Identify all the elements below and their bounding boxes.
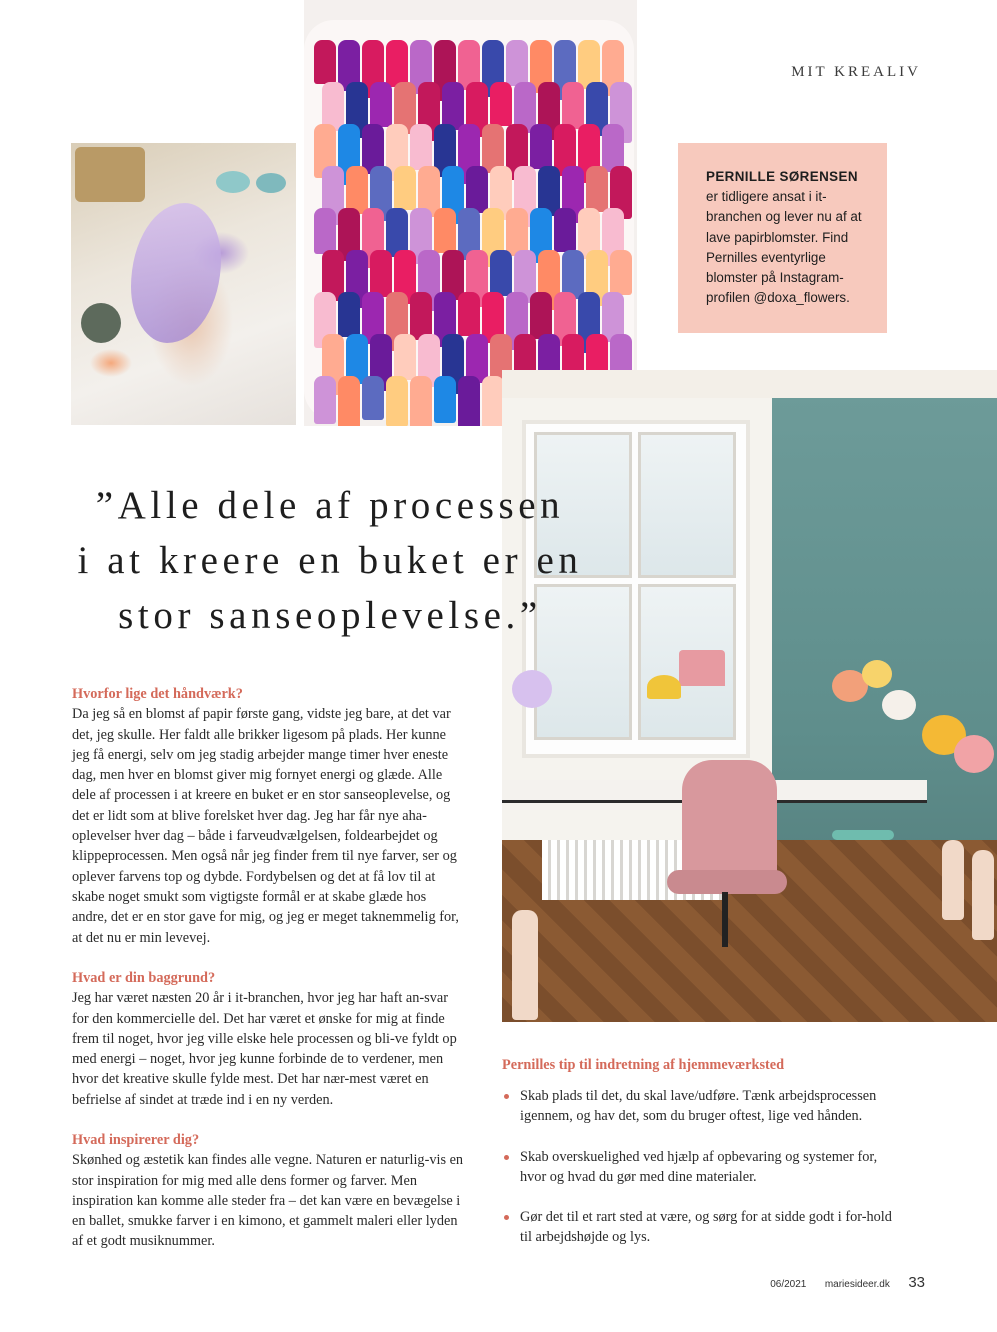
crepe-paper-strip xyxy=(562,82,584,129)
flower-shape xyxy=(862,660,892,688)
profile-bio: er tidligere ansat i it-branchen og lever nu af at lave papirblomster. Find Pernilles eventyrlige blomster på Instagram-profilen @doxa_flowers. xyxy=(706,189,862,306)
lamp-shape xyxy=(679,650,725,686)
crepe-paper-strip xyxy=(338,376,360,426)
crepe-paper-strip xyxy=(370,82,392,127)
interview-answer: Skønhed og æstetik kan findes alle vegne. Naturen er naturlig-vis en stor inspiration for mig med alle dens former og farver. Men inspiration kan komme alle steder fra – det kan være en bevægelse i en ballet, smukke farver i en kimono, et gammelt maleri eller lyden af et godt musiknummer. xyxy=(72,1152,464,1250)
crepe-paper-strip xyxy=(482,376,504,426)
crepe-paper-strip xyxy=(370,250,392,297)
crepe-paper-strip xyxy=(410,376,432,426)
vase-shape xyxy=(942,840,964,920)
crepe-paper-strip xyxy=(506,208,528,256)
tip-text: Gør det til et rart sted at være, og sørg for at sidde godt i for-hold til arbejdshøjde og lys. xyxy=(520,1209,892,1246)
crepe-paper-strip xyxy=(466,166,488,213)
interview-block xyxy=(72,684,464,948)
profile-name: PERNILLE SØRENSEN xyxy=(706,169,858,184)
pull-quote-line: i at kreere en buket er en xyxy=(77,539,583,582)
tip-text: Skab overskuelighed ved hjælp af opbevaring og systemer for, hvor og hvad du gør med dine materialer. xyxy=(520,1148,878,1185)
site-name: mariesideer.dk xyxy=(824,1279,890,1290)
page-footer xyxy=(770,1274,925,1292)
crepe-paper-strip xyxy=(314,40,336,84)
crepe-paper-strip xyxy=(410,124,432,170)
pull-quote-line: ”Alle dele af processen xyxy=(95,484,565,527)
profile-infobox xyxy=(678,143,887,333)
crepe-paper-strip xyxy=(506,40,528,86)
ceiling-shape xyxy=(502,370,997,398)
interview-answer: Jeg har været næsten 20 år i it-branchen, hvor jeg har haft an-svar for den kommercielle del. Det har været et ønske for mig at finde frem til noget, hvor jeg ville elske hele processen og bli-ve fyldt op med energi – noget, hvor jeg kunne forbinde de to verdener, men hvor det kreative skulle fylde mest. Det har nær-mest været en befrielse af sindet at træde ind i en ny verden. xyxy=(72,990,457,1108)
bullet-icon xyxy=(504,1155,509,1160)
crepe-paper-strip xyxy=(386,376,408,426)
tin-shape xyxy=(256,173,286,193)
chair-shape xyxy=(667,870,787,894)
section-label: MIT KREALIV xyxy=(791,64,921,80)
crepe-paper-strip xyxy=(602,124,624,172)
crepe-paper-strip xyxy=(458,292,480,336)
crepe-paper-strip xyxy=(530,124,552,169)
photo-studio-workspace xyxy=(502,370,997,1022)
crepe-paper-strip xyxy=(386,40,408,87)
basket-shape xyxy=(75,147,145,202)
plate-shape xyxy=(81,303,121,343)
tips-list xyxy=(502,1086,902,1248)
crepe-paper-strip xyxy=(458,376,480,426)
interview-block xyxy=(72,968,464,1110)
lamp-shape xyxy=(647,675,681,699)
tin-shape xyxy=(216,171,250,193)
issue-date: 06/2021 xyxy=(770,1279,807,1290)
crepe-paper-strip xyxy=(530,292,552,339)
crepe-paper-strip xyxy=(434,208,456,253)
tip-item xyxy=(502,1207,902,1248)
tips-title: Pernilles tip til indretning af hjemmeværksted xyxy=(502,1057,785,1073)
interview-answer: Da jeg så en blomst af papir første gang, vidste jeg bare, at det var det, jeg skulle. Her faldt alle brikker ligesom på plads. Her kunne jeg få energi, selv om jeg stadig arbejder mange timer hver eneste dag, men hver en blomst giver mig fornyet energi og glæde. Alle dele af processen i at kreere en buket er en stor sanseoplevelse, og det er lidt som at blive forelsket hver dag. Jeg har får nye aha-oplevelser hver dag – både i farveudvælgelsen, foldearbejdet og klippeprocessen. Men også når jeg finder frem til nye farver, ser og oplever farvens top og dybde. Fordybelsen og det at få lov til at skabe noget smukt som vigtigste formål er at skabe glæde hos andre, det er en stor gave for mig, og jeg er meget taknemmelig for, at det nu er min levevej. xyxy=(72,706,459,946)
tip-text: Skab plads til det, du skal lave/udføre. Tænk arbejdsprocessen igennem, og hav det, som du bruger oftest, lige ved hånden. xyxy=(520,1088,877,1125)
crepe-paper-strip xyxy=(314,208,336,254)
crepe-paper-strip xyxy=(554,208,576,252)
page-number: 33 xyxy=(908,1274,925,1291)
interview-question: Hvad er din baggrund? xyxy=(72,970,216,986)
crepe-paper-strip xyxy=(610,250,632,295)
bullet-icon xyxy=(504,1094,509,1099)
chair-shape xyxy=(722,892,728,947)
tip-item xyxy=(502,1147,902,1188)
crepe-paper-strip xyxy=(442,82,464,130)
crepe-paper-strip xyxy=(314,376,336,424)
crepe-paper-strip xyxy=(490,82,512,126)
crepe-paper-strip xyxy=(586,166,608,212)
tips-box xyxy=(502,1057,902,1268)
pull-quote xyxy=(70,478,590,643)
crepe-paper-strip xyxy=(338,292,360,337)
crepe-paper-strip xyxy=(362,376,384,420)
stool-shape xyxy=(832,830,894,840)
crepe-paper-strip xyxy=(434,376,456,423)
crepe-paper-strip xyxy=(394,166,416,210)
crepe-paper-strip xyxy=(410,292,432,340)
crepe-paper-strip xyxy=(346,166,368,214)
paper-petal-shape xyxy=(131,203,221,343)
vase-shape xyxy=(972,850,994,940)
interview-block xyxy=(72,1130,464,1252)
flower-shape xyxy=(882,690,916,720)
pull-quote-line: stor sanseoplevelse.” xyxy=(118,594,542,637)
chair-shape xyxy=(682,760,777,880)
bullet-icon xyxy=(504,1215,509,1220)
crepe-paper-strip xyxy=(394,334,416,380)
photo-hands-folding-paper xyxy=(71,143,296,425)
crepe-paper-strip xyxy=(490,250,512,296)
flower-shape xyxy=(512,670,552,708)
flower-shape xyxy=(954,735,994,773)
vase-shape xyxy=(512,910,538,1020)
interview-question: Hvad inspirerer dig? xyxy=(72,1132,200,1148)
interview-question: Hvorfor lige det håndværk? xyxy=(72,686,243,702)
photo-crepe-paper-tray xyxy=(304,0,637,426)
tip-item xyxy=(502,1086,902,1127)
